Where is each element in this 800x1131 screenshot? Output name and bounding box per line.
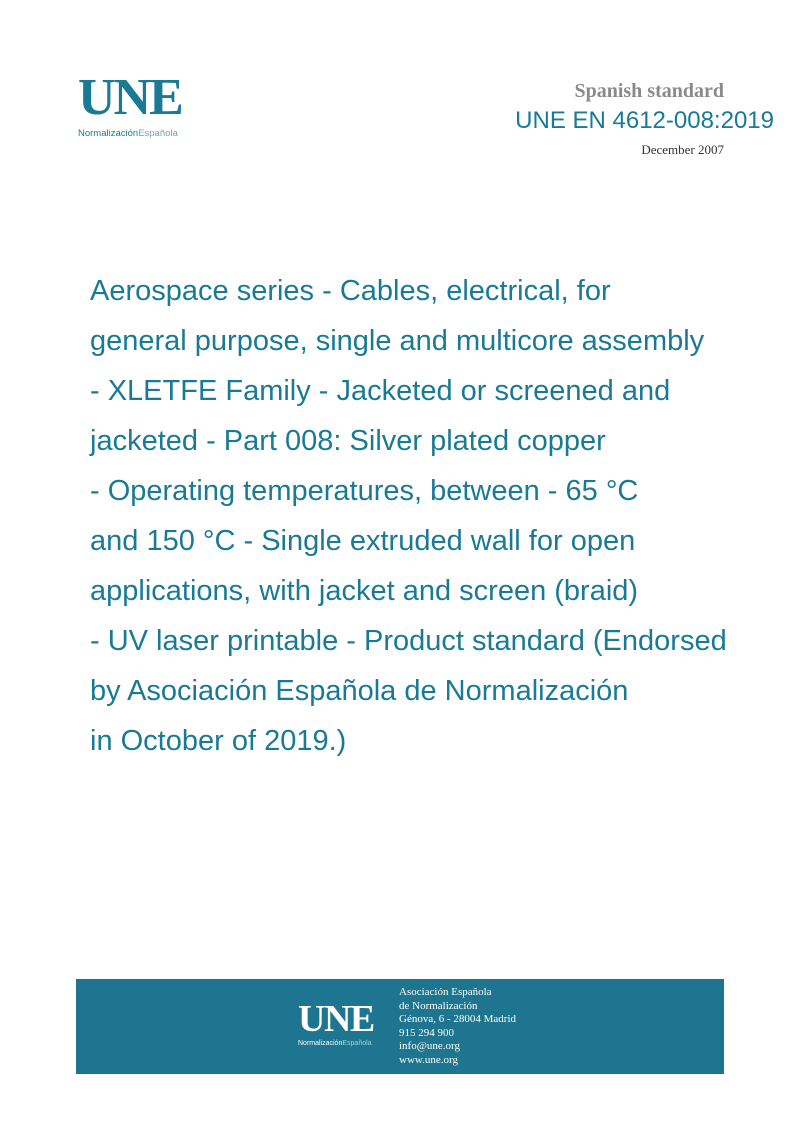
contact-org: Asociación Española (399, 986, 492, 998)
title-line: and 150 °C - Single extruded wall for open (90, 525, 636, 557)
title-line: general purpose, single and multicore assembly (90, 325, 705, 357)
contact-email-link[interactable]: info@une.org (399, 1040, 460, 1053)
title-line: - Operating temperatures, between - 65 °C (90, 475, 639, 507)
contact-phone: 915 294 900 (399, 1026, 454, 1039)
logo-subtitle (78, 128, 198, 139)
standard-code: UNE EN 4612-008:2019 (515, 107, 774, 134)
logo-mark: UNE (78, 69, 182, 126)
title-line: by Asociación Española de Normalización (90, 675, 629, 707)
footer-banner (76, 979, 724, 1074)
contact-address: Génova, 6 - 28004 Madrid (399, 1013, 517, 1026)
logo-sub-dark: Normalización (78, 128, 139, 139)
title-line: - UV laser printable - Product standard (Endorsed (90, 625, 727, 657)
title-line: Aerospace series - Cables, electrical, for (90, 275, 611, 307)
footer-logo-sub-dark: Normalización (298, 1040, 343, 1047)
title-line: - XLETFE Family - Jacketed or screened and (90, 375, 671, 407)
title-line: in October of 2019.) (90, 725, 347, 757)
footer-contact (399, 986, 516, 1068)
document-title (90, 266, 800, 766)
contact-org-2: de Normalización (399, 999, 478, 1012)
footer-logo-subtitle (298, 1040, 374, 1047)
standard-date: December 2007 (641, 142, 724, 157)
title-line: jacketed - Part 008: Silver plated copper (90, 425, 606, 457)
title-line: applications, with jacket and screen (braid) (90, 575, 639, 607)
standard-type: Spanish standard (574, 80, 724, 102)
footer-logo (298, 998, 374, 1047)
contact-website-link[interactable]: www.une.org (399, 1053, 458, 1066)
footer-logo-mark: UNE (298, 998, 374, 1040)
logo-sub-light: Española (138, 128, 178, 139)
footer-logo-sub-light: Española (342, 1040, 372, 1047)
standard-header (515, 78, 774, 158)
une-logo (78, 69, 198, 139)
